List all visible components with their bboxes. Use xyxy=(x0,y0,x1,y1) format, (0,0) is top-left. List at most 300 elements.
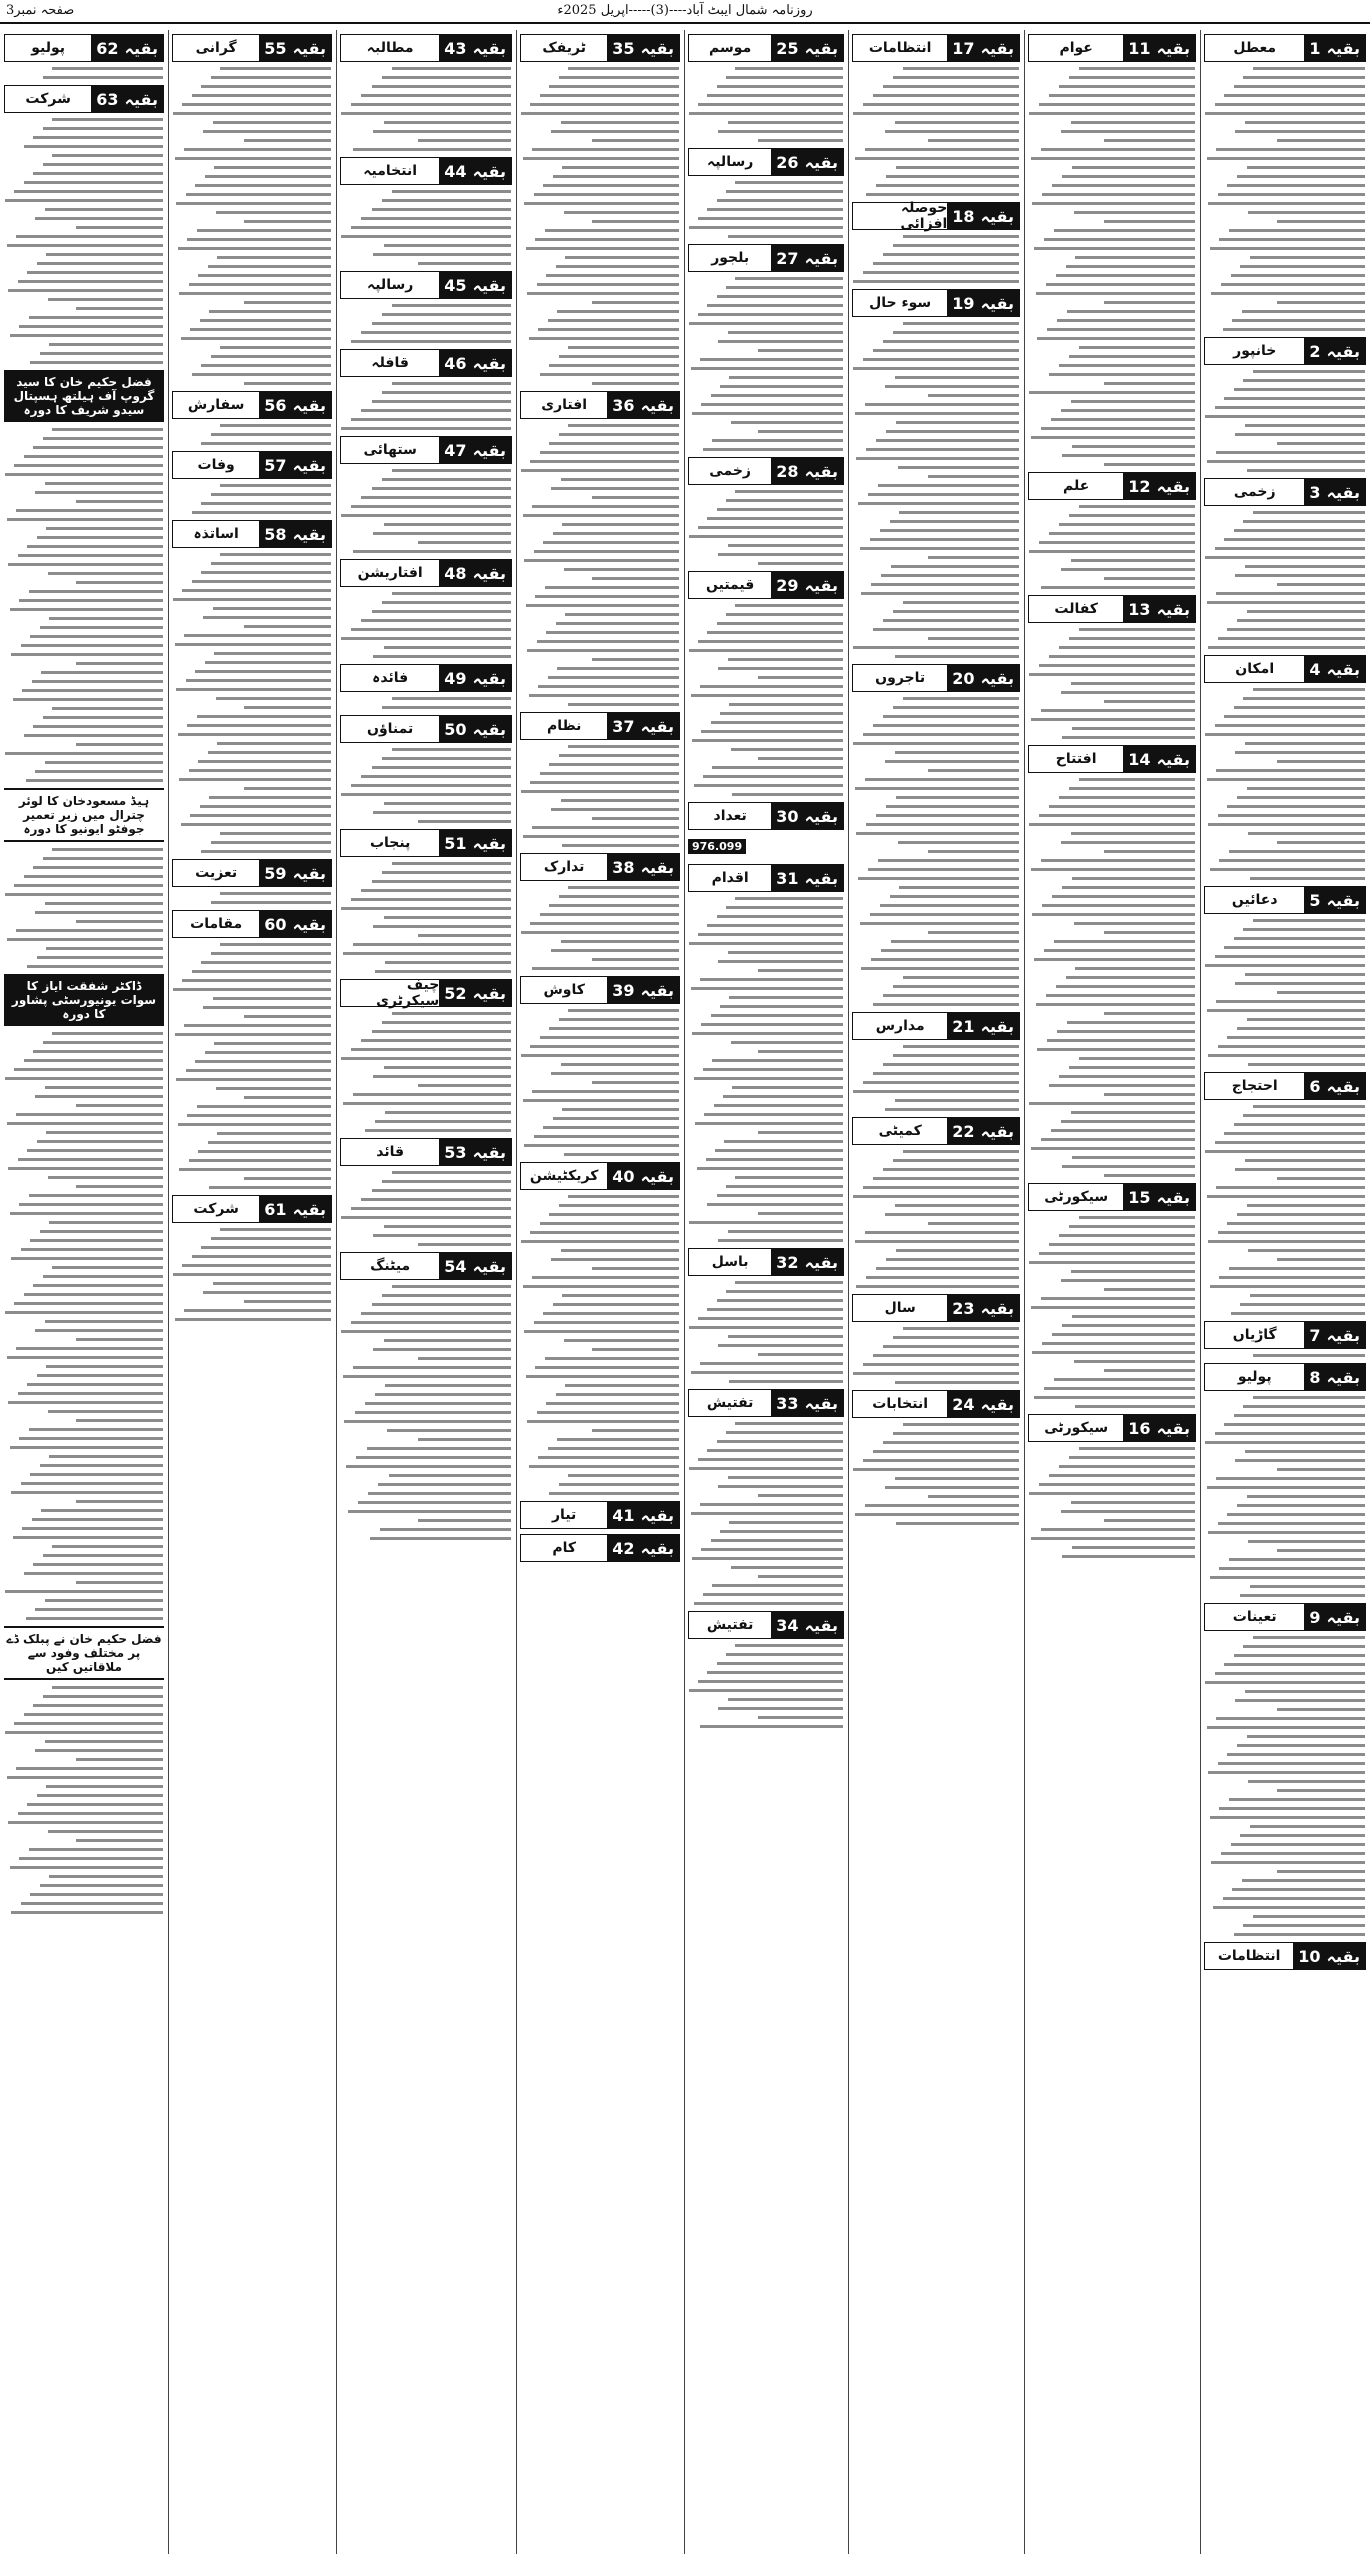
continued-number xyxy=(91,35,163,61)
continued-prefix: بقیہ xyxy=(980,293,1014,313)
continued-heading xyxy=(520,976,680,1004)
continued-number xyxy=(439,350,511,376)
continued-keyword: تعداد xyxy=(689,803,771,829)
continued-number xyxy=(439,272,511,298)
continued-index: 4 xyxy=(1309,659,1321,679)
continued-number xyxy=(1293,1943,1365,1969)
continued-heading xyxy=(340,157,512,185)
continued-keyword: سیکورٹی xyxy=(1029,1415,1123,1441)
article-text-block xyxy=(852,1045,1020,1111)
continued-index: 20 xyxy=(952,668,975,688)
continued-index: 37 xyxy=(612,716,635,736)
column-rule xyxy=(684,30,685,2554)
continued-index: 61 xyxy=(264,1199,287,1219)
continued-number xyxy=(1123,35,1195,61)
article-text-block xyxy=(520,1195,680,1495)
continued-prefix: بقیہ xyxy=(1156,476,1190,496)
continued-index: 63 xyxy=(96,89,119,109)
continued-heading xyxy=(1028,1183,1196,1211)
continued-prefix: بقیہ xyxy=(1326,659,1360,679)
article-text-block xyxy=(688,490,844,565)
continued-prefix: بقیہ xyxy=(1326,1367,1360,1387)
article-text-block xyxy=(172,1228,332,1321)
continued-heading xyxy=(340,979,512,1007)
continued-prefix: بقیہ xyxy=(1326,1946,1360,1966)
continued-keyword: وفات xyxy=(173,452,259,478)
article-text-block xyxy=(172,892,332,904)
continued-index: 57 xyxy=(264,455,287,475)
article-text-block xyxy=(1028,628,1196,739)
continued-keyword: تعزیت xyxy=(173,860,259,886)
continued-number xyxy=(439,830,511,856)
continued-number xyxy=(259,35,331,61)
article-text-block xyxy=(1204,370,1366,472)
continued-index: 6 xyxy=(1309,1076,1321,1096)
continued-keyword: خانپور xyxy=(1205,338,1304,364)
continued-number xyxy=(1123,1415,1195,1441)
continued-prefix: بقیہ xyxy=(980,668,1014,688)
article-text-block xyxy=(4,848,164,968)
continued-number xyxy=(947,1118,1019,1144)
article-text-block xyxy=(1204,1105,1366,1315)
continued-heading xyxy=(172,1195,332,1223)
continued-number xyxy=(607,1535,679,1561)
continued-index: 52 xyxy=(444,983,467,1003)
continued-number xyxy=(1304,1364,1365,1390)
continued-heading xyxy=(340,1252,512,1280)
continued-heading xyxy=(172,520,332,548)
article-text-block xyxy=(172,67,332,385)
article-text-block xyxy=(340,190,512,265)
article-text-block xyxy=(1204,688,1366,880)
continued-heading xyxy=(520,391,680,419)
continued-prefix: بقیہ xyxy=(980,1016,1014,1036)
continued-prefix: بقیہ xyxy=(640,716,674,736)
continued-number xyxy=(1123,1184,1195,1210)
continued-index: 45 xyxy=(444,275,467,295)
continued-keyword: گاڑیاں xyxy=(1205,1322,1304,1348)
continued-keyword: تعینات xyxy=(1205,1604,1304,1630)
continued-keyword: کاوش xyxy=(521,977,607,1003)
article-text-block xyxy=(520,1009,680,1156)
continued-prefix: بقیہ xyxy=(292,38,326,58)
column-5 xyxy=(520,30,680,2554)
continued-index: 15 xyxy=(1128,1187,1151,1207)
continued-index: 25 xyxy=(776,38,799,58)
article-text-block xyxy=(340,862,512,973)
continued-index: 22 xyxy=(952,1121,975,1141)
column-rule xyxy=(1024,30,1025,2554)
continued-number xyxy=(607,1502,679,1528)
masthead xyxy=(0,0,1370,24)
continued-keyword: سوء حال xyxy=(853,290,947,316)
article-text-block xyxy=(1028,1447,1196,1558)
continued-number xyxy=(771,458,843,484)
continued-heading xyxy=(4,34,164,62)
article-text-block xyxy=(1028,505,1196,589)
news-notice-masood-khan: ہیڈ مسعودخان کا لوئر چترال میں زیر تعمیر جوفٹو ایونیو کا دورہ xyxy=(4,788,164,842)
continued-keyword: شرکت xyxy=(173,1196,259,1222)
continued-keyword: علم xyxy=(1029,473,1123,499)
article-text-block xyxy=(852,235,1020,283)
continued-index: 21 xyxy=(952,1016,975,1036)
continued-prefix: بقیہ xyxy=(472,668,506,688)
continued-number xyxy=(771,865,843,891)
continued-index: 60 xyxy=(264,914,287,934)
continued-index: 23 xyxy=(952,1298,975,1318)
continued-prefix: بقیہ xyxy=(1326,341,1360,361)
article-text-block xyxy=(688,277,844,451)
continued-keyword: بلجور xyxy=(689,245,771,271)
continued-index: 53 xyxy=(444,1142,467,1162)
column-rule xyxy=(336,30,337,2554)
continued-prefix: بقیہ xyxy=(1326,482,1360,502)
continued-heading xyxy=(1204,886,1366,914)
continued-heading xyxy=(1204,337,1366,365)
continued-keyword: تفتیش xyxy=(689,1390,771,1416)
continued-number xyxy=(607,977,679,1003)
continued-keyword: انتظامات xyxy=(1205,1943,1293,1969)
column-7 xyxy=(172,30,332,2554)
article-text-block xyxy=(4,1266,164,1620)
continued-number xyxy=(1123,473,1195,499)
continued-number xyxy=(771,149,843,175)
continued-number xyxy=(1123,596,1195,622)
continued-number xyxy=(439,665,511,691)
article-text-block xyxy=(1204,1396,1366,1597)
continued-number xyxy=(947,35,1019,61)
continued-keyword: کفالت xyxy=(1029,596,1123,622)
continued-keyword: پولیو xyxy=(5,35,91,61)
continued-keyword: افتاریشن xyxy=(341,560,439,586)
continued-index: 32 xyxy=(776,1252,799,1272)
continued-heading xyxy=(1028,745,1196,773)
continued-heading xyxy=(1204,655,1366,683)
continued-prefix: بقیہ xyxy=(1156,1418,1190,1438)
article-text-block xyxy=(1028,1216,1196,1408)
article-text-block xyxy=(852,322,1020,658)
continued-prefix: بقیہ xyxy=(1156,599,1190,619)
continued-number xyxy=(607,35,679,61)
continued-heading xyxy=(340,664,512,692)
continued-index: 46 xyxy=(444,353,467,373)
article-text-block xyxy=(852,1150,1020,1288)
continued-index: 18 xyxy=(952,206,975,226)
continued-prefix: بقیہ xyxy=(292,524,326,544)
continued-heading xyxy=(172,451,332,479)
continued-prefix: بقیہ xyxy=(472,563,506,583)
continued-heading xyxy=(1204,1072,1366,1100)
article-text-block xyxy=(172,553,332,853)
continued-number xyxy=(259,911,331,937)
continued-heading xyxy=(1028,595,1196,623)
continued-keyword: مدارس xyxy=(853,1013,947,1039)
continued-number xyxy=(439,35,511,61)
continued-keyword: شرکت xyxy=(5,86,91,112)
continued-keyword: پنجاب xyxy=(341,830,439,856)
continued-keyword: مقامات xyxy=(173,911,259,937)
continued-prefix: بقیہ xyxy=(804,152,838,172)
continued-keyword: سیکورٹی xyxy=(1029,1184,1123,1210)
continued-prefix: بقیہ xyxy=(980,206,1014,226)
continued-index: 17 xyxy=(952,38,975,58)
continued-number xyxy=(439,560,511,586)
continued-number xyxy=(1304,1073,1365,1099)
continued-index: 1 xyxy=(1309,38,1321,58)
continued-keyword: قافلہ xyxy=(341,350,439,376)
article-text-block xyxy=(4,67,164,79)
continued-prefix: بقیہ xyxy=(292,863,326,883)
continued-heading xyxy=(172,910,332,938)
continued-keyword: انتخامیہ xyxy=(341,158,439,184)
continued-heading xyxy=(852,202,1020,230)
continued-prefix: بقیہ xyxy=(472,1142,506,1162)
continued-keyword: کام xyxy=(521,1535,607,1561)
article-text-block xyxy=(1028,778,1196,1177)
continued-index: 30 xyxy=(776,806,799,826)
continued-index: 29 xyxy=(776,575,799,595)
continued-prefix: بقیہ xyxy=(472,719,506,739)
continued-prefix: بقیہ xyxy=(1326,1325,1360,1345)
continued-number xyxy=(1304,35,1365,61)
continued-index: 38 xyxy=(612,857,635,877)
continued-prefix: بقیہ xyxy=(804,868,838,888)
article-text-block xyxy=(1028,67,1196,466)
continued-prefix: بقیہ xyxy=(292,914,326,934)
continued-keyword: فائدہ xyxy=(341,665,439,691)
continued-keyword: موسم xyxy=(689,35,771,61)
continued-index: 33 xyxy=(776,1393,799,1413)
stat-figure: 976.099 xyxy=(688,839,746,854)
continued-number xyxy=(607,713,679,739)
continued-prefix: بقیہ xyxy=(1156,1187,1190,1207)
continued-keyword: ستھائی xyxy=(341,437,439,463)
continued-keyword: احتجاج xyxy=(1205,1073,1304,1099)
column-1 xyxy=(1204,30,1366,2554)
continued-index: 36 xyxy=(612,395,635,415)
continued-keyword: افتتاح xyxy=(1029,746,1123,772)
continued-number xyxy=(439,437,511,463)
continued-heading xyxy=(1204,34,1366,62)
article-text-block xyxy=(340,1285,512,1540)
continued-index: 62 xyxy=(96,38,119,58)
continued-heading xyxy=(688,244,844,272)
masthead-title: روزنامہ شمال ایبٹ آباد----(3)-----اپریل 2025ء xyxy=(557,3,813,18)
continued-heading xyxy=(852,1012,1020,1040)
continued-keyword: گرانی xyxy=(173,35,259,61)
continued-heading xyxy=(688,571,844,599)
continued-heading xyxy=(852,1294,1020,1322)
continued-index: 13 xyxy=(1128,599,1151,619)
continued-heading xyxy=(1204,478,1366,506)
continued-number xyxy=(259,1196,331,1222)
continued-heading xyxy=(852,34,1020,62)
article-text-block xyxy=(688,604,844,796)
continued-keyword: انتظامات xyxy=(853,35,947,61)
continued-prefix: بقیہ xyxy=(124,89,158,109)
continued-index: 58 xyxy=(264,524,287,544)
article-text-block xyxy=(4,428,164,782)
continued-heading xyxy=(688,1611,844,1639)
continued-index: 8 xyxy=(1309,1367,1321,1387)
continued-heading xyxy=(688,802,844,830)
article-text-block xyxy=(4,1686,164,1914)
continued-number xyxy=(1304,656,1365,682)
continued-keyword: تمناؤں xyxy=(341,716,439,742)
continued-keyword: کریکٹیشن xyxy=(521,1163,607,1189)
continued-number xyxy=(439,1253,511,1279)
article-text-block xyxy=(340,382,512,430)
article-text-block xyxy=(4,1032,164,1260)
continued-index: 54 xyxy=(444,1256,467,1276)
continued-index: 2 xyxy=(1309,341,1321,361)
continued-prefix: بقیہ xyxy=(472,833,506,853)
continued-prefix: بقیہ xyxy=(640,980,674,1000)
continued-keyword: تیار xyxy=(521,1502,607,1528)
article-text-block xyxy=(1204,919,1366,1066)
continued-keyword: قیمتیں xyxy=(689,572,771,598)
continued-number xyxy=(947,1391,1019,1417)
continued-heading xyxy=(340,349,512,377)
article-text-block xyxy=(1204,511,1366,649)
continued-number xyxy=(947,665,1019,691)
continued-prefix: بقیہ xyxy=(472,1256,506,1276)
article-text-block xyxy=(852,67,1020,196)
column-2 xyxy=(1028,30,1196,2554)
continued-prefix: بقیہ xyxy=(804,38,838,58)
column-8 xyxy=(4,30,164,2554)
continued-number xyxy=(771,572,843,598)
continued-heading xyxy=(520,853,680,881)
article-text-block xyxy=(340,1012,512,1132)
continued-number xyxy=(259,521,331,547)
continued-keyword: امکان xyxy=(1205,656,1304,682)
continued-index: 47 xyxy=(444,440,467,460)
article-text-block xyxy=(520,886,680,970)
continued-heading xyxy=(852,289,1020,317)
column-3 xyxy=(852,30,1020,2554)
continued-index: 27 xyxy=(776,248,799,268)
continued-heading xyxy=(1028,472,1196,500)
continued-index: 11 xyxy=(1128,38,1151,58)
continued-keyword: زخمی xyxy=(689,458,771,484)
continued-heading xyxy=(340,34,512,62)
article-text-block xyxy=(1204,1636,1366,1936)
continued-heading xyxy=(340,715,512,743)
article-text-block xyxy=(688,1281,844,1383)
continued-prefix: بقیہ xyxy=(980,38,1014,58)
article-text-block xyxy=(4,154,164,364)
continued-number xyxy=(439,1139,511,1165)
article-text-block xyxy=(340,697,512,709)
continued-prefix: بقیہ xyxy=(804,1393,838,1413)
continued-number xyxy=(259,860,331,886)
continued-heading xyxy=(688,457,844,485)
continued-keyword: نظام xyxy=(521,713,607,739)
continued-keyword: کمیٹی xyxy=(853,1118,947,1144)
continued-index: 28 xyxy=(776,461,799,481)
continued-prefix: بقیہ xyxy=(472,161,506,181)
article-text-block xyxy=(520,745,680,847)
continued-index: 10 xyxy=(1298,1946,1321,1966)
continued-heading xyxy=(172,34,332,62)
article-text-block xyxy=(688,1422,844,1605)
continued-keyword: ٹریفک xyxy=(521,35,607,61)
continued-prefix: بقیہ xyxy=(1326,38,1360,58)
continued-heading xyxy=(852,664,1020,692)
continued-prefix: بقیہ xyxy=(980,1394,1014,1414)
continued-heading xyxy=(852,1117,1020,1145)
continued-number xyxy=(947,1295,1019,1321)
continued-heading xyxy=(1204,1321,1366,1349)
continued-index: 19 xyxy=(952,293,975,313)
continued-keyword: پولیو xyxy=(1205,1364,1304,1390)
continued-index: 51 xyxy=(444,833,467,853)
continued-number xyxy=(1304,479,1365,505)
article-text-block xyxy=(1204,1354,1366,1357)
continued-index: 34 xyxy=(776,1615,799,1635)
continued-number xyxy=(771,1612,843,1638)
article-text-block xyxy=(340,1171,512,1246)
continued-index: 16 xyxy=(1128,1418,1151,1438)
news-notice-public-day: فضل حکیم خان نے پبلک ڈے پر مختلف وفود سے ملاقاتیں کیں xyxy=(4,1626,164,1680)
continued-keyword: رسالپہ xyxy=(689,149,771,175)
continued-heading xyxy=(172,859,332,887)
continued-prefix: بقیہ xyxy=(292,455,326,475)
continued-keyword: انتخابات xyxy=(853,1391,947,1417)
continued-index: 48 xyxy=(444,563,467,583)
continued-prefix: بقیہ xyxy=(640,1538,674,1558)
continued-keyword: معطل xyxy=(1205,35,1304,61)
continued-index: 14 xyxy=(1128,749,1151,769)
continued-number xyxy=(259,452,331,478)
continued-keyword: دعائیں xyxy=(1205,887,1304,913)
continued-heading xyxy=(688,34,844,62)
column-6 xyxy=(340,30,512,2554)
continued-prefix: بقیہ xyxy=(472,275,506,295)
continued-index: 9 xyxy=(1309,1607,1321,1627)
article-text-block xyxy=(1204,67,1366,331)
continued-prefix: بقیہ xyxy=(124,38,158,58)
continued-prefix: بقیہ xyxy=(472,353,506,373)
continued-index: 26 xyxy=(776,152,799,172)
continued-number xyxy=(1304,1322,1365,1348)
continued-index: 40 xyxy=(612,1166,635,1186)
continued-prefix: بقیہ xyxy=(472,983,506,1003)
continued-heading xyxy=(520,1501,680,1529)
continued-index: 50 xyxy=(444,719,467,739)
continued-heading xyxy=(172,391,332,419)
continued-heading xyxy=(1204,1363,1366,1391)
continued-prefix: بقیہ xyxy=(804,1615,838,1635)
continued-heading xyxy=(340,436,512,464)
continued-keyword: سفارش xyxy=(173,392,259,418)
continued-prefix: بقیہ xyxy=(292,1199,326,1219)
continued-number xyxy=(771,35,843,61)
continued-prefix: بقیہ xyxy=(804,248,838,268)
continued-index: 56 xyxy=(264,395,287,415)
continued-number xyxy=(1304,1604,1365,1630)
continued-number xyxy=(439,980,511,1006)
continued-prefix: بقیہ xyxy=(472,38,506,58)
column-rule xyxy=(516,30,517,2554)
continued-keyword: تاجروں xyxy=(853,665,947,691)
continued-index: 39 xyxy=(612,980,635,1000)
continued-index: 12 xyxy=(1128,476,1151,496)
article-text-block xyxy=(172,424,332,445)
continued-number xyxy=(91,86,163,112)
continued-index: 3 xyxy=(1309,482,1321,502)
